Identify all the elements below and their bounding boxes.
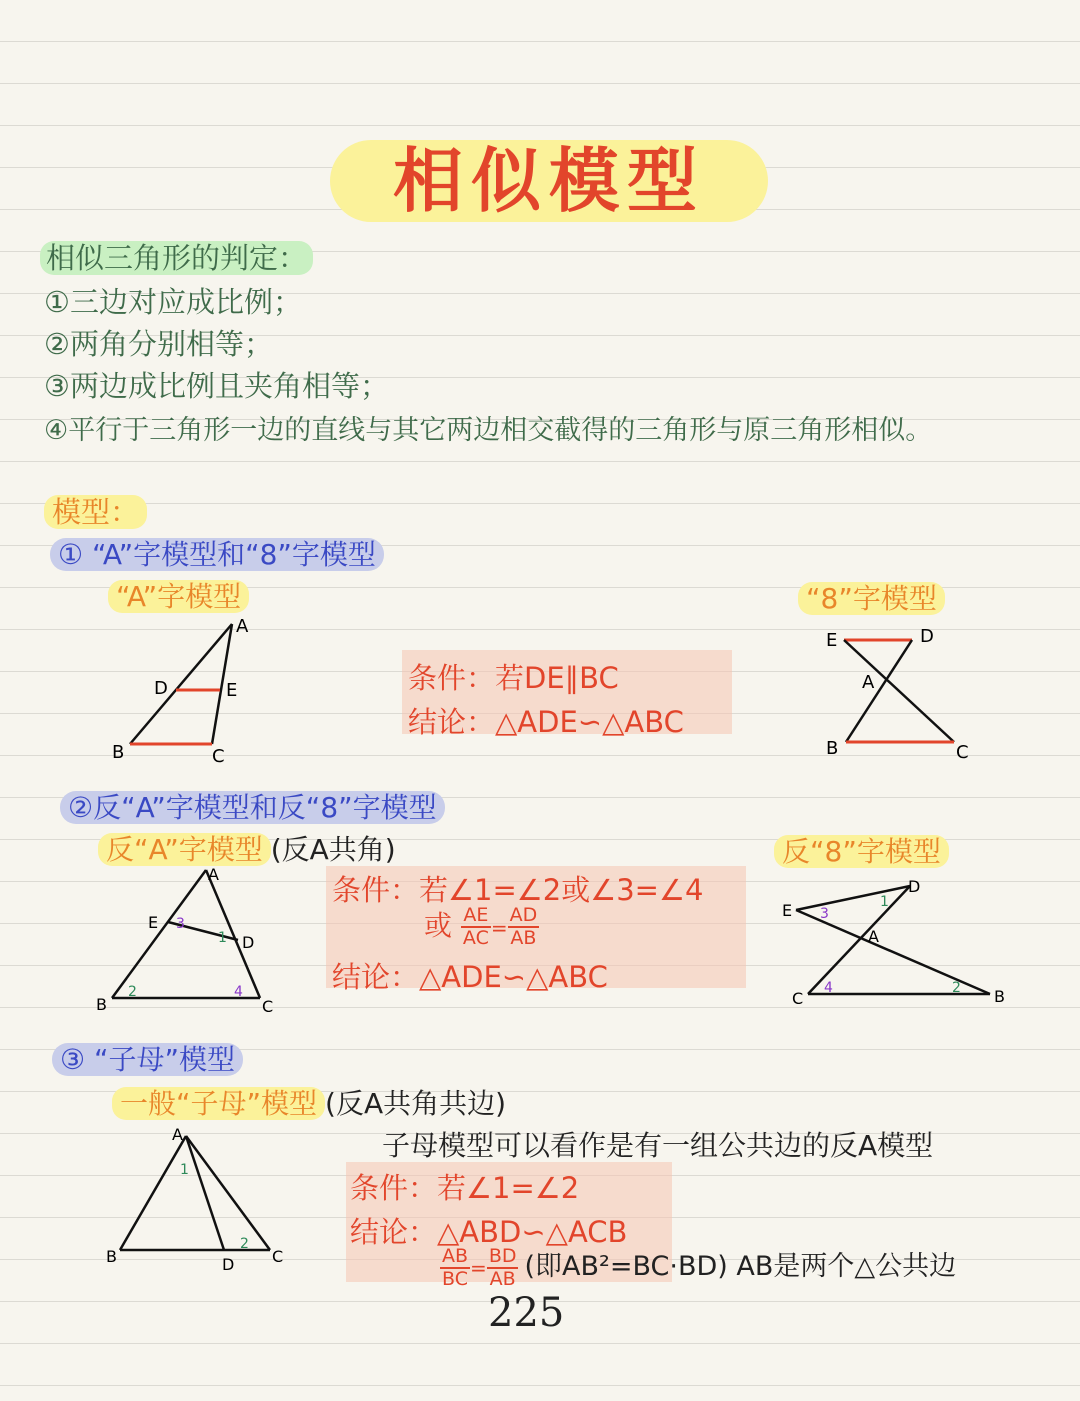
section3-conclusion: 结论：△ABD∽△ACB xyxy=(350,1215,628,1249)
fig-mc-label-a: A xyxy=(172,1125,183,1144)
figure-reverse-a-model xyxy=(92,864,292,1014)
models-heading: 模型： xyxy=(44,490,147,531)
fig-ra-label-e: E xyxy=(148,913,159,932)
section1-heading: ① “A”字模型和“8”字模型 xyxy=(50,533,384,573)
fig-ra-angle-1: 1 xyxy=(218,930,227,946)
fig-ra-angle-2: 2 xyxy=(128,984,137,1000)
section2-condition: 条件：若∠1=∠2或∠3=∠4 xyxy=(332,873,704,907)
fig-ra-side-ab xyxy=(112,870,206,998)
fig-a-label-c: C xyxy=(212,746,225,767)
fig-r8-segment-ed xyxy=(796,886,910,910)
fig-mc-segment-ad xyxy=(186,1136,224,1250)
fig-mc-label-b: B xyxy=(106,1247,117,1266)
fig-8-label-a: A xyxy=(862,672,875,693)
fig-mc-angle-1: 1 xyxy=(180,1162,189,1178)
criteria-item-1: ①三边对应成比例； xyxy=(44,285,302,319)
fig-r8-label-b: B xyxy=(994,987,1005,1006)
section3-note: 子母模型可以看作是有一组公共边的反A模型 xyxy=(382,1129,934,1162)
fig-r8-label-a: A xyxy=(868,927,879,946)
figure-8-model xyxy=(820,620,980,770)
section2-ratio: 或 $\frac{AE}{AC}$ = $\frac{AD}{AB}$ xyxy=(424,904,538,949)
fig-r8-label-d: D xyxy=(908,877,921,896)
figure-a-model xyxy=(100,612,260,772)
fig-a-side-ab xyxy=(130,624,232,744)
page-number: 225 xyxy=(488,1290,565,1336)
fig-a-label-b: B xyxy=(112,742,125,763)
fig-8-label-e: E xyxy=(826,630,838,651)
section3-sub: 一般“子母”模型 (反A共角共边) xyxy=(112,1082,506,1122)
fig-r8-angle-2: 2 xyxy=(952,980,961,996)
fig-mc-side-ac xyxy=(186,1136,270,1250)
fig-ra-label-d: D xyxy=(242,933,255,952)
fig-r8-angle-1: 1 xyxy=(880,894,889,910)
section2-conclusion: 结论：△ADE∽△ABC xyxy=(332,960,608,994)
fig-a-label-d: D xyxy=(154,678,168,699)
fig-a-label-a: A xyxy=(236,616,249,637)
fig-8-label-d: D xyxy=(920,626,934,647)
fig-r8-angle-4: 4 xyxy=(824,980,833,996)
fig-mc-label-c: C xyxy=(272,1247,284,1266)
criteria-heading: 相似三角形的判定： xyxy=(40,236,313,277)
section1-sub-a: “A”字模型 xyxy=(108,575,249,615)
section2-sub-8: 反“8”字模型 xyxy=(774,830,949,870)
fig-r8-label-c: C xyxy=(792,989,804,1008)
fig-r8-line-dc xyxy=(808,886,910,994)
fig-mc-angle-2: 2 xyxy=(240,1236,249,1252)
fig-ra-angle-4: 4 xyxy=(234,984,243,1000)
section2-heading: ②反“A”字模型和反“8”字模型 xyxy=(60,786,445,826)
fig-r8-angle-3: 3 xyxy=(820,906,829,922)
section1-conclusion: 结论：△ADE∽△ABC xyxy=(408,705,684,739)
fig-ra-angle-3: 3 xyxy=(176,916,185,932)
fig-8-label-b: B xyxy=(826,738,839,759)
section3-heading: ③ “子母”模型 xyxy=(52,1038,243,1078)
fig-mc-side-ab xyxy=(120,1136,186,1250)
section3-ratio: $\frac{AB}{BC}$ = $\frac{BD}{AB}$ (即AB²=BC·BD) AB是两个△公共边 xyxy=(442,1244,957,1290)
section3-condition: 条件：若∠1=∠2 xyxy=(350,1171,580,1205)
criteria-item-3: ③两边成比例且夹角相等； xyxy=(44,369,389,403)
fig-a-label-e: E xyxy=(226,680,238,701)
fig-mc-label-d: D xyxy=(222,1255,235,1274)
page-title: 相似模型 xyxy=(330,140,768,222)
fig-ra-label-c: C xyxy=(262,997,274,1014)
criteria-item-4: ④平行于三角形一边的直线与其它两边相交截得的三角形与原三角形相似。 xyxy=(44,415,933,446)
section1-condition: 条件：若DE∥BC xyxy=(408,661,619,695)
fig-ra-label-b: B xyxy=(96,995,107,1014)
fig-ra-label-a: A xyxy=(208,865,219,884)
figure-mother-child-model xyxy=(100,1124,300,1274)
fig-r8-label-e: E xyxy=(782,901,793,920)
figure-reverse-8-model xyxy=(780,874,1020,1014)
fig-8-line-ec xyxy=(844,640,954,742)
fig-8-label-c: C xyxy=(956,742,969,763)
criteria-item-2: ②两角分别相等； xyxy=(44,327,273,361)
fig-8-line-db xyxy=(846,640,912,742)
section2-sub-a: 反“A”字模型 (反A共角) xyxy=(98,828,396,868)
section1-sub-8: “8”字模型 xyxy=(798,577,945,617)
